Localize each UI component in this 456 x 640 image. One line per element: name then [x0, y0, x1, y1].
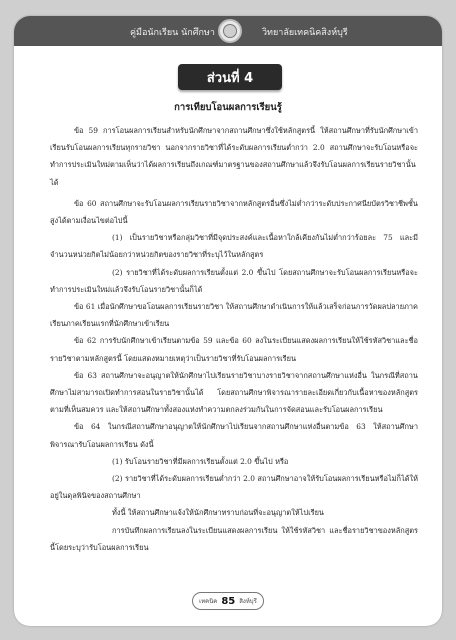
paragraph-article-59: ข้อ 59 การโอนผลการเรียนสำหรับนักศึกษาจากสถานศึกษาซึ่งใช้หลักสูตรนี้ ให้สถานศึกษาที่รับนักศึกษาเข้าเรียนรับโอนผลการเรียนทุกรายวิชา นอกจากรายวิชาที่ได้ระดับผลการเรียนต่ำกว่า 2.0 สถานศึกษาจะรับโอนหรือจะทำการประเมินใหม่ตามเห็นว่าได้ผลการเรียนถึงเกณฑ์มาตรฐานของสถานศึกษาแล้วจึงรับโอนผลการเรียนรายวิชานั้นได้ — [50, 126, 418, 187]
paragraph-article-64-record: การบันทึกผลการเรียนลงในระเบียนแสดงผลการเรียน ให้ใช้รหัสวิชา และชื่อรายวิชาของหลักสูตรนี้โดยระบุว่ารับโอนผลการเรียน — [50, 525, 418, 552]
section-title: การเทียบโอนผลการเรียนรู้ — [174, 102, 282, 113]
header-left-text: คู่มือนักเรียน นักศึกษา — [130, 28, 215, 38]
paragraph-article-64-note: ทั้งนี้ ให้สถานศึกษาแจ้งให้นักศึกษาทราบก่อนที่จะอนุญาตให้ไปเรียน — [112, 508, 324, 518]
document-page — [14, 16, 442, 626]
page-number-badge — [192, 592, 264, 610]
page-number: 85 — [221, 595, 236, 607]
section-tag — [178, 64, 282, 90]
body-text — [50, 122, 418, 556]
footer-suffix: สิงห์บุรี — [239, 598, 257, 605]
section-tag-label: ส่วนที่ 4 — [206, 70, 254, 86]
footer-label: เทคนิค — [199, 598, 218, 605]
header-right-text: วิทยาลัยเทคนิคสิงห์บุรี — [262, 28, 348, 38]
paragraph-article-60-item-2: (2) รายวิชาที่ได้ระดับผลการเรียนตั้งแต่ 2.0 ขึ้นไป โดยสถานศึกษาจะรับโอนผลการเรียนหรือจะทำการประเมินใหม่แล้วจึงรับโอนรายวิชานั้นก็ได้ — [50, 267, 418, 294]
paragraph-article-62: ข้อ 62 การรับนักศึกษาเข้าเรียนตามข้อ 59 และข้อ 60 ลงในระเบียนแสดงผลการเรียนให้ใช้รหัสวิชาและชื่อรายวิชาตามหลักสูตรนี้ โดยแสดงหมายเหตุว่าเป็นรายวิชาที่รับโอนผลการเรียน — [50, 336, 418, 363]
paragraph-article-61: ข้อ 61 เมื่อนักศึกษาขอโอนผลการเรียนรายวิชา ให้สถานศึกษาดำเนินการให้แล้วเสร็จก่อนการวัดผลปลายภาคเรียนภาคเรียนแรกที่นักศึกษาเข้าเรียน — [50, 302, 418, 329]
header-band — [14, 16, 442, 46]
paragraph-article-60-item-1: (1) เป็นรายวิชาหรือกลุ่มวิชาที่มีจุดประสงค์และเนื้อหาใกล้เคียงกันไม่ต่ำกว่าร้อยละ 75 และมีจำนวนหน่วยกิตไม่น้อยกว่าหน่วยกิตของรายวิชาที่ระบุไว้ในหลักสูตร — [50, 233, 418, 260]
paragraph-article-64-item-1: (1) รับโอนรายวิชาที่มีผลการเรียนตั้งแต่ 2.0 ขึ้นไป หรือ — [112, 456, 289, 466]
paragraph-article-60: ข้อ 60 สถานศึกษาจะรับโอนผลการเรียนรายวิชาจากหลักสูตรอื่นซึ่งไม่ต่ำกว่าระดับประกาศนียบัตรวิชาชีพชั้นสูงได้ตามเงื่อนไขต่อไปนี้ — [50, 198, 418, 226]
college-seal-icon — [218, 19, 242, 43]
paragraph-article-64-item-2: (2) รายวิชาที่ได้ระดับผลการเรียนต่ำกว่า 2.0 สถานศึกษาอาจให้รับโอนผลการเรียนหรือไม่ก็ได้ให้อยู่ในดุลพินิจของสถานศึกษา — [50, 474, 418, 501]
paragraph-article-64: ข้อ 64 ในกรณีสถานศึกษาอนุญาตให้นักศึกษาไปเรียนจากสถานศึกษาแห่งอื่นตามข้อ 63 ให้สถานศึกษาพิจารณารับโอนผลการเรียน ดังนี้ — [50, 422, 418, 449]
paragraph-article-63: ข้อ 63 สถานศึกษาจะอนุญาตให้นักศึกษาไปเรียนรายวิชาบางรายวิชาจากสถานศึกษาแห่งอื่น ในกรณีที่สถานศึกษาไม่สามารถเปิดทำการสอนในรายวิชานั้นได้ โดยสถานศึกษาพิจารณารายละเอียดเกี่ยวกับเนื้อหาของหลักสูตรตามที่เห็นสมควร และให้สถานศึกษาทั้งสองแห่งทำความตกลงร่วมกันในการจัดสอนและรับโอนผลการเรียน — [50, 370, 418, 415]
